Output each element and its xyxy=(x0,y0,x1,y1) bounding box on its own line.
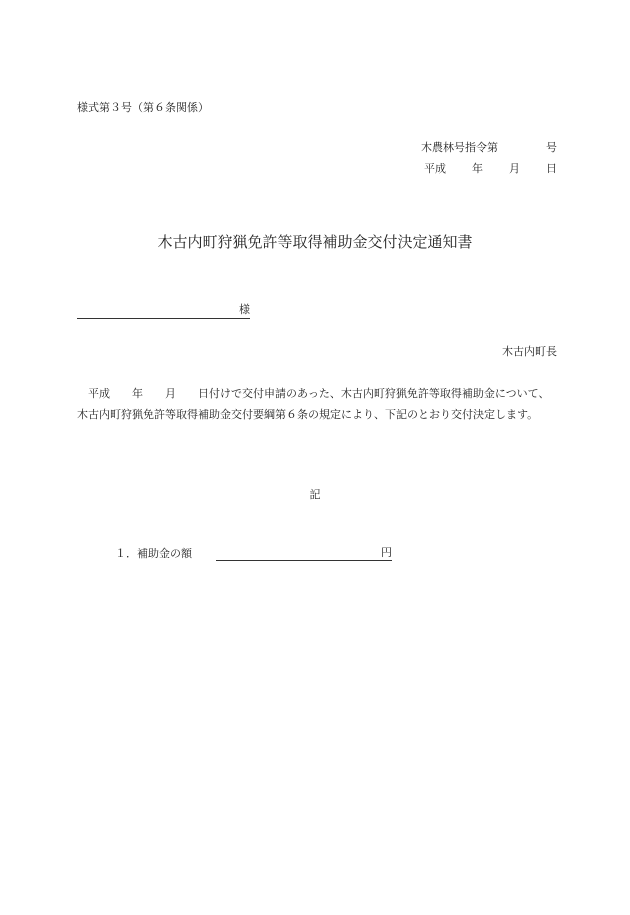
issue-date-day: 日 xyxy=(546,162,557,175)
body-text: 平成 年 月 日付けで交付申請のあった、木古内町狩猟免許等取得補助金について、木古内町狩猟免許等取得補助金交付要綱第６条の規定により、下記のとおり交付決定します。 xyxy=(77,387,550,421)
item-label: １．補助金の額 xyxy=(115,547,192,560)
addressee-suffix: 様 xyxy=(239,303,250,316)
item-subsidy-amount xyxy=(115,546,392,561)
reference-number xyxy=(421,141,557,155)
issuer: 木古内町長 xyxy=(502,345,557,358)
issue-date xyxy=(424,162,557,176)
reference-label: 木農林号指令第 xyxy=(421,141,498,154)
amount-field xyxy=(216,546,392,561)
ki-heading: 記 xyxy=(309,488,321,501)
form-number: 様式第３号（第６条関係） xyxy=(77,101,209,114)
reference-number-blank xyxy=(498,141,546,155)
issue-date-month: 月 xyxy=(509,162,520,175)
body-indent xyxy=(77,387,88,400)
addressee-field xyxy=(77,303,250,319)
issue-date-year: 年 xyxy=(472,162,483,175)
body-paragraph xyxy=(77,383,558,425)
document-title: 木古内町狩猟免許等取得補助金交付決定通知書 xyxy=(157,233,473,251)
reference-suffix: 号 xyxy=(546,141,557,154)
issue-date-era: 平成 xyxy=(424,162,446,175)
amount-unit: 円 xyxy=(381,546,392,559)
